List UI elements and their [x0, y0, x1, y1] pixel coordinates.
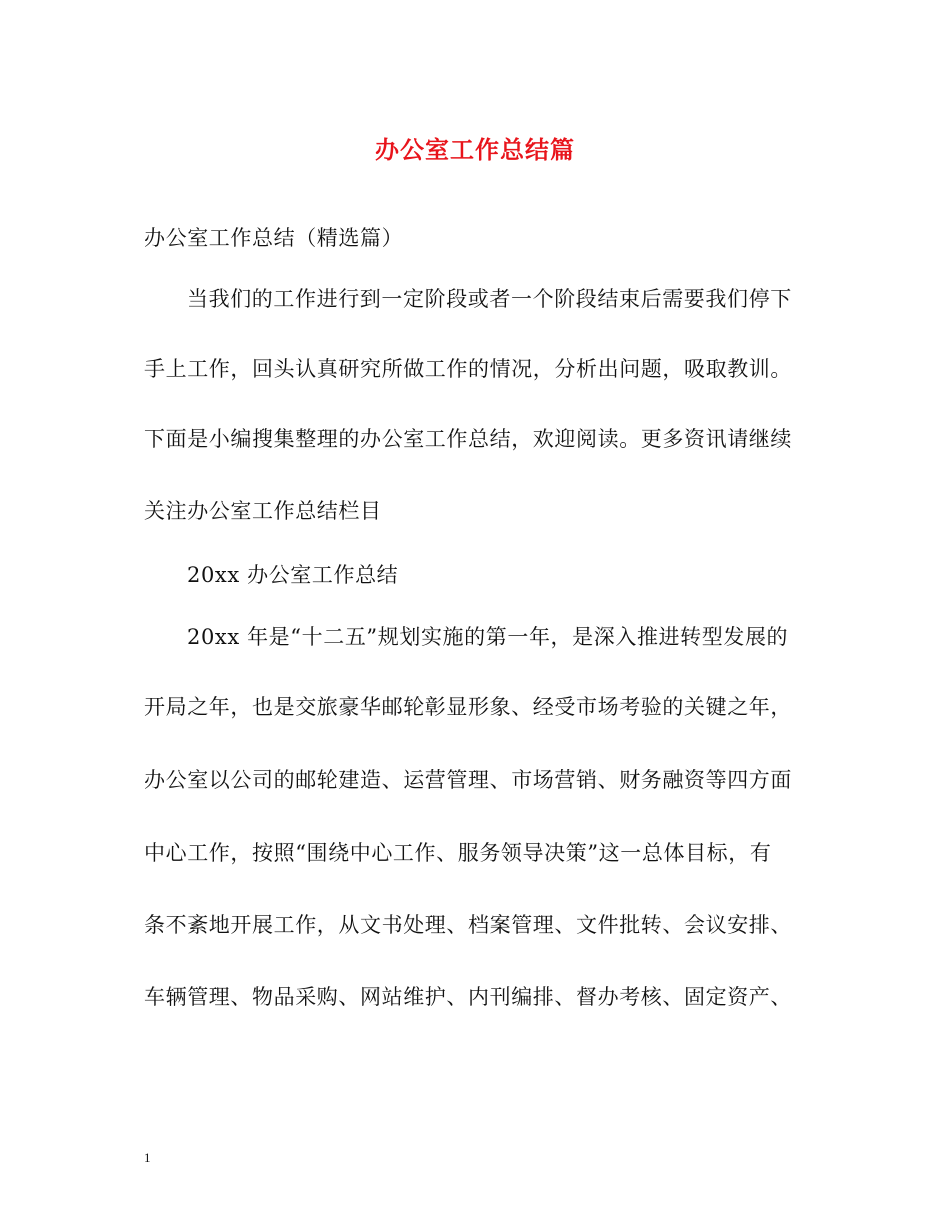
- paragraph-line: 中心工作，按照“围绕中心工作、服务领导决策”这一总体目标，有: [144, 841, 772, 865]
- paragraph-line: 办公室以公司的邮轮建造、运营管理、市场营销、财务融资等四方面: [144, 768, 792, 792]
- document-title: 办公室工作总结篇: [375, 135, 575, 164]
- paragraph-line: 当我们的工作进行到一定阶段或者一个阶段结束后需要我们停下: [187, 287, 792, 311]
- paragraph-line: 开局之年，也是交旅豪华邮轮彰显形象、经受市场考验的关键之年，: [144, 695, 792, 719]
- page-number: 1: [144, 1150, 151, 1165]
- paragraph-line: 条不紊地开展工作，从文书处理、档案管理、文件批转、会议安排、: [144, 913, 792, 937]
- paragraph-line: 关注办公室工作总结栏目: [144, 499, 382, 523]
- sub-heading: 20xx 办公室工作总结: [187, 563, 399, 587]
- section-heading: 办公室工作总结（精选篇）: [144, 226, 404, 250]
- paragraph-line: 下面是小编搜集整理的办公室工作总结，欢迎阅读。更多资讯请继续: [144, 427, 792, 451]
- paragraph-line: 20xx 年是“十二五”规划实施的第一年，是深入推进转型发展的: [187, 625, 789, 649]
- paragraph-line: 手上工作，回头认真研究所做工作的情况，分析出问题，吸取教训。: [144, 357, 792, 381]
- paragraph-line: 车辆管理、物品采购、网站维护、内刊编排、督办考核、固定资产、: [144, 985, 792, 1009]
